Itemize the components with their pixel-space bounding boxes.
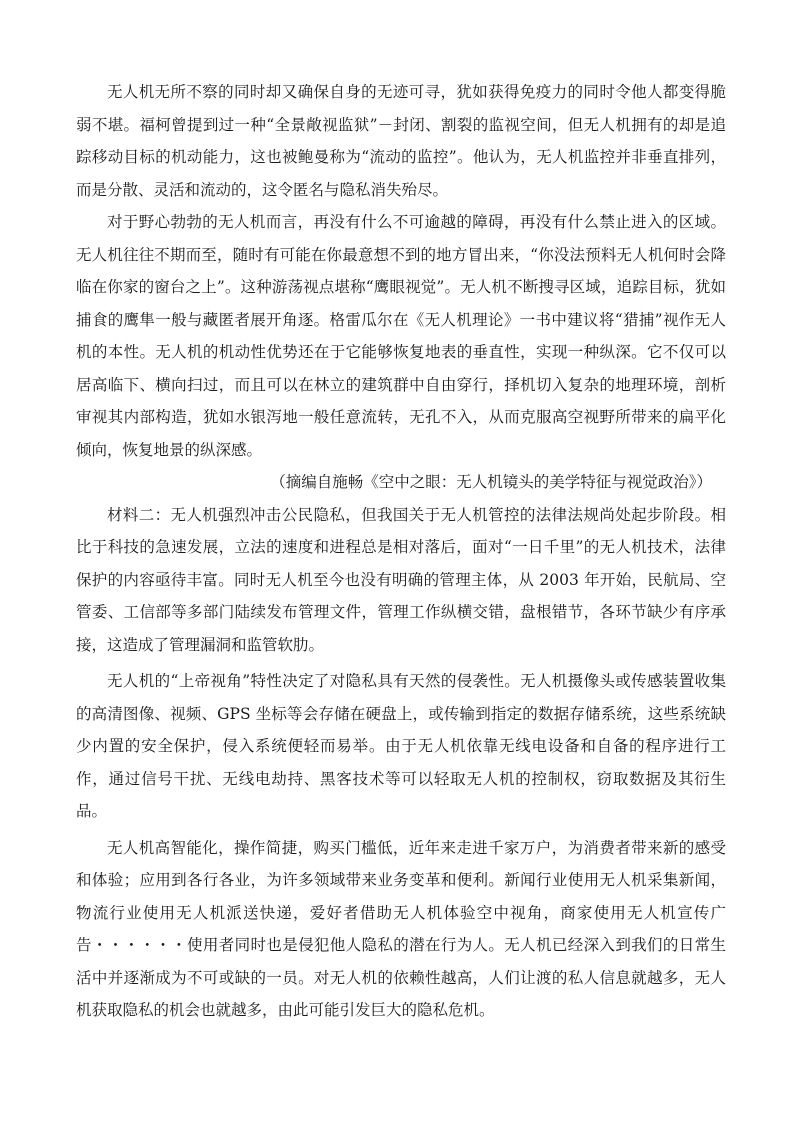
- paragraph: 对于野心勃勃的无人机而言，再没有什么不可逾越的障碍，再没有什么禁止进入的区域。无人机往往不期而至，随时有可能在你最意想不到的地方冒出来，“你没法预料无人机何时会降临在你家的窗台之上”。这种游荡视点堪称“鹰眼视觉”。无人机不断搜寻区域，追踪目标，犹如捕食的鹰隼一般与藏匿者展开角逐。格雷瓜尔在《无人机理论》一书中建议将“猎捕”视作无人机的本性。无人机的机动性优势还在于它能够恢复地表的垂直性，实现一种纵深。它不仅可以居高临下、横向扫过，而且可以在林立的建筑群中自由穿行，择机切入复杂的地理环境，剖析审视其内部构造，犹如水银泻地一般任意流转，无孔不入，从而克服高空视野所带来的扁平化倾向，恢复地景的纵深感。: [76, 213, 726, 459]
- source-citation: （摘编自施畅《空中之眼：无人机镜头的美学特征与视觉政治》）: [270, 473, 712, 491]
- paragraph: 无人机的“上帝视角”特性决定了对隐私具有天然的侵袭性。无人机摄像头或传感装置收集的高清图像、视频、GPS 坐标等会存储在硬盘上，或传输到指定的数据存储系统，这些系统缺少内置的安全保护，侵入系统便轻而易举。由于无人机依靠无线电设备和自备的程序进行工作，通过信号干扰、无线电劫持、黑客技术等可以轻取无人机的控制权，窃取数据及其衍生品。: [76, 672, 726, 820]
- material-two-paragraph: 材料二：无人机强烈冲击公民隐私，但我国关于无人机管控的法律法规尚处起步阶段。相比于科技的急速发展，立法的速度和进程总是相对落后，面对“一日千里”的无人机技术，法律保护的内容亟待丰富。同时无人机至今也没有明确的管理主体，从 2003 年开始，民航局、空管委、工信部等多部门陆续发布管理文件，管理工作纵横交错，盘根错节，各环节缺少有序承接，这造成了管理漏洞和监管软肋。: [76, 505, 726, 654]
- document-body: [76, 76, 726, 1027]
- paragraph: 无人机无所不察的同时却又确保自身的无迹可寻，犹如获得免疫力的同时令他人都变得脆弱不堪。福柯曾提到过一种“全景敞视监狱”－封闭、割裂的监视空间，但无人机拥有的却是追踪移动目标的机动能力，这也被鲍曼称为“流动的监控”。他认为，无人机监控并非垂直排列，而是分散、灵活和流动的，这令匿名与隐私消失殆尽。: [76, 83, 726, 199]
- paragraph: 无人机高智能化，操作简捷，购买门槛低，近年来走进千家万户，为消费者带来新的感受和体验；应用到各行各业，为许多领域带来业务变革和便利。新闻行业使用无人机采集新闻，物流行业使用无人机派送快递，爱好者借助无人机体验空中视角，商家使用无人机宣传广告・・・・・・使用者同时也是侵犯他人隐私的潜在行为人。无人机已经深入到我们的日常生活中并逐渐成为不可或缺的一员。对无人机的依赖性越高，人们让渡的私人信息就越多，无人机获取隐私的机会也就越多，由此可能引发巨大的隐私危机。: [76, 838, 726, 1019]
